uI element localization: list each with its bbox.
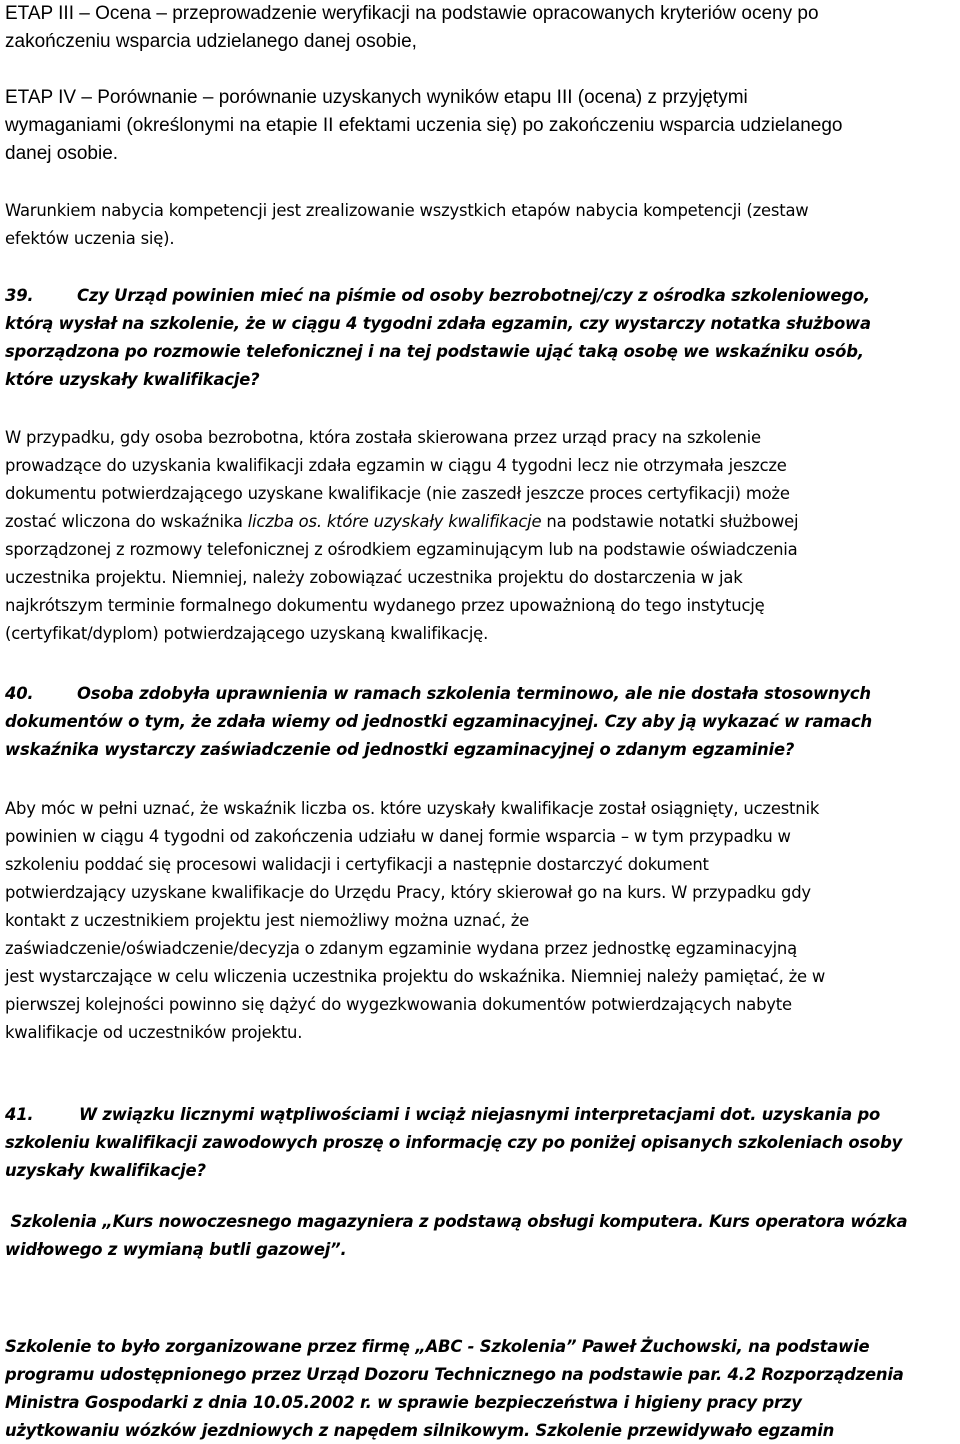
answer-39-line-4-part-c: na podstawie notatki służbowej — [541, 512, 799, 531]
question-39-line-3: sporządzona po rozmowie telefonicznej i na tej podstawie ująć taką osobę we wskaźniku osób, — [5, 342, 864, 361]
answer-39-line-3: dokumentu potwierdzającego uzyskane kwalifikacje (nie zaszedł jeszcze proces certyfikacji) może — [5, 484, 790, 503]
question-40-line-1 — [5, 680, 871, 707]
question-41-number: 41. — [5, 1105, 34, 1124]
answer-40-line-6: zaświadczenie/oświadczenie/decyzja o zdanym egzaminie wydana przez jednostkę egzaminacyjną — [5, 939, 797, 958]
question-39-line-4: które uzyskały kwalifikacje? — [5, 370, 260, 389]
szkolenia-line-2: widłowego z wymianą butli gazowej”. — [5, 1240, 353, 1259]
firma-line-2: programu udostępnionego przez Urząd Dozoru Technicznego na podstawie par. 4.2 Rozporządzenia — [5, 1365, 904, 1384]
answer-40-line-5: kontakt z uczestnikiem projektu jest niemożliwy można uznać, że — [5, 911, 530, 930]
answer-39-line-4-part-a: zostać wliczona do wskaźnika — [5, 512, 248, 531]
etap-iv-line-3: danej osobie. — [5, 143, 119, 164]
question-39-line-1-text: Czy Urząd powinien mieć na piśmie od osoby bezrobotnej/czy z ośrodka szkoleniowego, — [77, 286, 870, 305]
szkolenia-line-1: Szkolenia „Kurs nowoczesnego magazyniera z podstawą obsługi komputera. Kurs operatora wózka — [5, 1212, 908, 1231]
question-40-line-3: wskaźnika wystarczy zaświadczenie od jednostki egzaminacyjnej o zdanym egzaminie? — [5, 740, 795, 759]
firma-line-3: Ministra Gospodarki z dnia 10.05.2002 r. w sprawie bezpieczeństwa i higieny pracy przy — [5, 1393, 802, 1412]
answer-39-line-6: uczestnika projektu. Niemniej, należy zobowiązać uczestnika projektu do dostarczenia w jak — [5, 568, 743, 587]
answer-40-line-7: jest wystarczające w celu wliczenia uczestnika projektu do wskaźnika. Niemniej należy pamiętać, że w — [5, 967, 826, 986]
answer-39-indicator-name: liczba os. które uzyskały kwalifikacje — [247, 512, 542, 531]
question-40-number: 40. — [5, 684, 34, 703]
etap-iv-line-1: ETAP IV – Porównanie – porównanie uzyskanych wyników etapu III (ocena) z przyjętymi — [5, 87, 748, 108]
firma-line-1: Szkolenie to było zorganizowane przez firmę „ABC - Szkolenia” Paweł Żuchowski, na podstawie — [5, 1337, 870, 1356]
question-39-number: 39. — [5, 286, 34, 305]
answer-39-line-5: sporządzonej z rozmowy telefonicznej z ośrodkiem egzaminującym lub na podstawie oświadczenia — [5, 540, 798, 559]
question-39-line-1 — [5, 282, 870, 309]
question-41-line-2: szkoleniu kwalifikacji zawodowych proszę o informację czy po poniżej opisanych szkoleniach osoby — [5, 1133, 903, 1152]
answer-39-line-7: najkrótszym terminie formalnego dokumentu wydanego przez upoważnioną do tego instytucję — [5, 596, 765, 615]
etap-iii-line-1: ETAP III – Ocena – przeprowadzenie weryfikacji na podstawie opracowanych kryteriów oceny po — [5, 3, 819, 24]
question-41-line-3: uzyskały kwalifikacje? — [5, 1161, 206, 1180]
answer-40-line-1: Aby móc w pełni uznać, że wskaźnik liczba os. które uzyskały kwalifikacje został osiągnięty, uczestnik — [5, 799, 820, 818]
warunek-line-1: Warunkiem nabycia kompetencji jest zrealizowanie wszystkich etapów nabycia kompetencji (zestaw — [5, 201, 809, 220]
question-40-line-2: dokumentów o tym, że zdała wiemy od jednostki egzaminacyjnej. Czy aby ją wykazać w ramach — [5, 712, 873, 731]
answer-40-line-8: pierwszej kolejności powinno się dążyć do wygezkwowania dokumentów potwierdzających nabyte — [5, 995, 792, 1014]
question-40-line-1-text: Osoba zdobyła uprawnienia w ramach szkolenia terminowo, ale nie dostała stosownych — [77, 684, 871, 703]
question-41-line-1 — [5, 1101, 880, 1128]
answer-39-line-4 — [5, 508, 798, 535]
answer-39-line-1: W przypadku, gdy osoba bezrobotna, która została skierowana przez urząd pracy na szkolenie — [5, 428, 761, 447]
question-41-line-1-text: W związku licznymi wątpliwościami i wciąż niejasnymi interpretacjami dot. uzyskania po — [79, 1105, 881, 1124]
answer-39-line-8: (certyfikat/dyplom) potwierdzającego uzyskaną kwalifikację. — [5, 624, 489, 643]
question-39-line-2: którą wysłał na szkolenie, że w ciągu 4 tygodni zdała egzamin, czy wystarczy notatka służbowa — [5, 314, 871, 333]
etap-iii-line-2: zakończeniu wsparcia udzielanego danej osobie, — [5, 31, 417, 52]
warunek-line-2: efektów uczenia się). — [5, 229, 175, 248]
etap-iv-line-2: wymaganiami (określonymi na etapie II efektami uczenia się) po zakończeniu wsparcia udzielanego — [5, 115, 843, 136]
answer-40-line-2: powinien w ciągu 4 tygodni od zakończenia udziału w danej formie wsparcia – w tym przypadku w — [5, 827, 791, 846]
answer-39-line-2: prowadzące do uzyskania kwalifikacji zdała egzamin w ciągu 4 tygodni lecz nie otrzymała jeszcze — [5, 456, 787, 475]
answer-40-line-3: szkoleniu poddać się procesowi walidacji i certyfikacji a następnie dostarczyć dokument — [5, 855, 709, 874]
answer-40-line-4: potwierdzający uzyskane kwalifikacje do Urzędu Pracy, który skierował go na kurs. W przypadku gdy — [5, 883, 811, 902]
firma-line-4: użytkowaniu wózków jezdniowych z napędem silnikowym. Szkolenie przewidywało egzamin — [5, 1421, 835, 1440]
answer-40-line-9: kwalifikacje od uczestników projektu. — [5, 1023, 303, 1042]
